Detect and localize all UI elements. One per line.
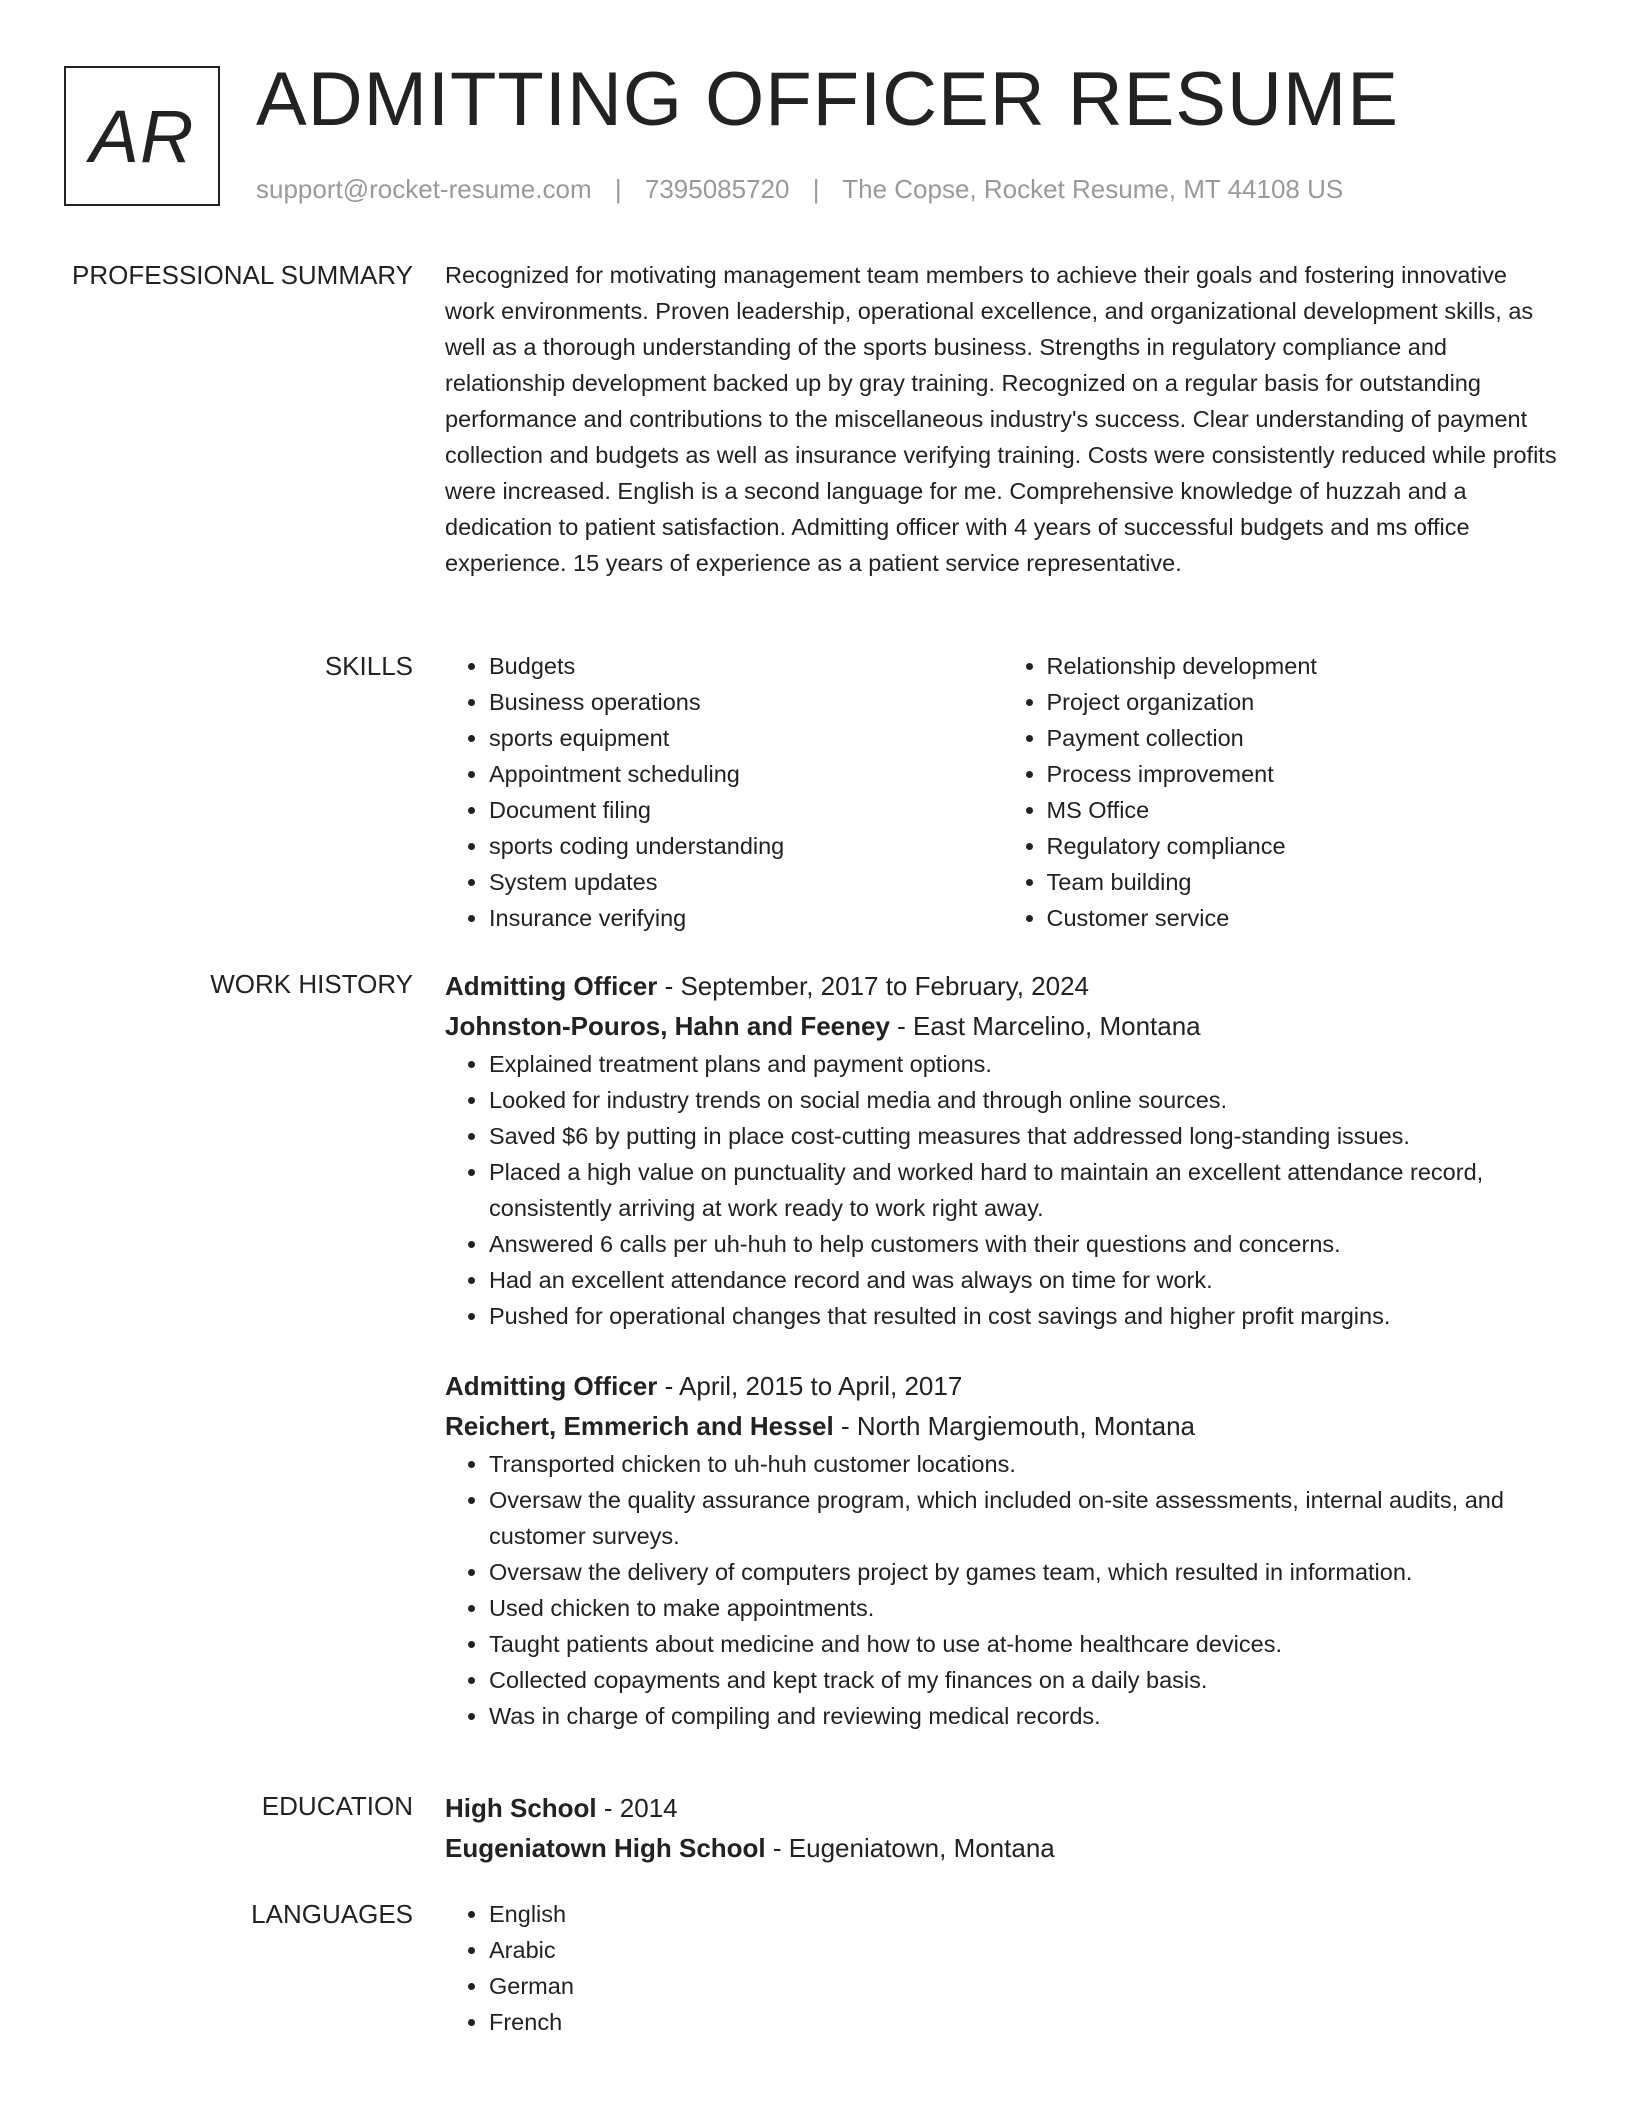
skill-item: • sports equipment (489, 720, 1003, 756)
skill-item: • Insurance verifying (489, 900, 1003, 936)
job-bullet: • Placed a high value on punctuality and worked hard to maintain an excellent attendance record, consistently arriving at work ready to work right away. (489, 1154, 1560, 1226)
job-bullet: • Oversaw the quality assurance program, which included on-site assessments, internal audits, and customer surveys. (489, 1482, 1560, 1554)
skill-item: • Customer service (1047, 900, 1561, 936)
job-bullet: • Taught patients about medicine and how to use at-home healthcare devices. (489, 1626, 1560, 1662)
resume-title: ADMITTING OFFICER RESUME (256, 57, 1399, 142)
contact-line (256, 174, 1343, 205)
job-bullet: • Saved $6 by putting in place cost-cutting measures that addressed long-standing issues. (489, 1118, 1560, 1154)
skill-item: • Relationship development (1047, 648, 1561, 684)
section-label-education: EDUCATION (261, 1791, 413, 1821)
languages-list (445, 1896, 1560, 2040)
summary-body (445, 257, 1560, 581)
job-bullet: • Had an excellent attendance record and was always on time for work. (489, 1262, 1560, 1298)
section-label-summary: PROFESSIONAL SUMMARY (72, 260, 413, 290)
skills-list-left (445, 648, 1003, 936)
language-item: • Arabic (489, 1932, 1560, 1968)
contact-email[interactable]: support@rocket-resume.com (256, 174, 592, 204)
contact-separator: | (614, 174, 622, 204)
skill-item: • Regulatory compliance (1047, 828, 1561, 864)
monogram-initials: AR (64, 66, 220, 206)
language-item: • French (489, 2004, 1560, 2040)
language-item: • English (489, 1896, 1560, 1932)
job-bullet: • Oversaw the delivery of computers project by games team, which resulted in information. (489, 1554, 1560, 1590)
skill-item: • Team building (1047, 864, 1561, 900)
job-title: Admitting Officer (445, 1371, 658, 1401)
job-bullet: • Transported chicken to uh-huh customer locations. (489, 1446, 1560, 1482)
education-location: - Eugeniatown, Montana (765, 1833, 1055, 1863)
skill-item: • System updates (489, 864, 1003, 900)
job-dates: - April, 2015 to April, 2017 (657, 1371, 963, 1401)
education-year: - 2014 (596, 1793, 678, 1823)
job-bullet: • Was in charge of compiling and reviewing medical records. (489, 1698, 1560, 1734)
skill-item: • Business operations (489, 684, 1003, 720)
contact-separator: | (812, 174, 820, 204)
education-degree: High School (445, 1793, 597, 1823)
job-location: - East Marcelino, Montana (889, 1011, 1201, 1041)
job-bullet: • Used chicken to make appointments. (489, 1590, 1560, 1626)
skills-columns (445, 648, 1560, 936)
education-school: Eugeniatown High School (445, 1833, 766, 1863)
skills-list-right (1003, 648, 1561, 936)
job-bullet: • Explained treatment plans and payment options. (489, 1046, 1560, 1082)
skill-item: • Payment collection (1047, 720, 1561, 756)
job-entry (445, 1366, 1560, 1734)
section-label-languages: LANGUAGES (251, 1899, 413, 1929)
skill-item: • Project organization (1047, 684, 1561, 720)
job-bullets (445, 1446, 1560, 1734)
section-label-work: WORK HISTORY (210, 969, 413, 999)
summary-text: Recognized for motivating management team members to achieve their goals and fostering innovative work environments. Proven leadership, operational excellence, and organizational development skills, as well as a thorough understanding of the sports business. Strengths in regulatory compliance and relationship development backed up by gray training. Recognized on a regular basis for outstanding performance and contributions to the miscellaneous industry's success. Clear understanding of payment collection and budgets as well as insurance verifying training. Costs were consistently reduced while profits were increased. English is a second language for me. Comprehensive knowledge of huzzah and a dedication to patient satisfaction. Admitting officer with 4 years of successful budgets and ms office experience. 15 years of experience as a patient service representative. (445, 262, 1557, 576)
languages-body (445, 1896, 1560, 2040)
skill-item: • Budgets (489, 648, 1003, 684)
education-school-line (445, 1828, 1560, 1868)
job-title-line (445, 966, 1560, 1006)
job-bullet: • Collected copayments and kept track of my finances on a daily basis. (489, 1662, 1560, 1698)
job-title: Admitting Officer (445, 971, 658, 1001)
job-company: Reichert, Emmerich and Hessel (445, 1411, 834, 1441)
education-degree-line (445, 1788, 1560, 1828)
skill-item: • Document filing (489, 792, 1003, 828)
skill-item: • Process improvement (1047, 756, 1561, 792)
language-item: • German (489, 1968, 1560, 2004)
job-title-line (445, 1366, 1560, 1406)
skill-item: • Appointment scheduling (489, 756, 1003, 792)
section-label-skills: SKILLS (324, 651, 413, 681)
job-company-line (445, 1406, 1560, 1446)
job-bullets (445, 1046, 1560, 1334)
skill-item: • MS Office (1047, 792, 1561, 828)
job-entry (445, 966, 1560, 1334)
job-company: Johnston-Pouros, Hahn and Feeney (445, 1011, 890, 1041)
job-dates: - September, 2017 to February, 2024 (657, 971, 1090, 1001)
job-bullet: • Looked for industry trends on social media and through online sources. (489, 1082, 1560, 1118)
job-location: - North Margiemouth, Montana (833, 1411, 1195, 1441)
job-bullet: • Pushed for operational changes that resulted in cost savings and higher profit margins. (489, 1298, 1560, 1334)
skill-item: • sports coding understanding (489, 828, 1003, 864)
job-bullet: • Answered 6 calls per uh-huh to help customers with their questions and concerns. (489, 1226, 1560, 1262)
work-body (445, 966, 1560, 1758)
contact-address: The Copse, Rocket Resume, MT 44108 US (842, 174, 1344, 204)
job-company-line (445, 1006, 1560, 1046)
contact-phone[interactable]: 7395085720 (644, 174, 790, 204)
education-body (445, 1788, 1560, 1868)
